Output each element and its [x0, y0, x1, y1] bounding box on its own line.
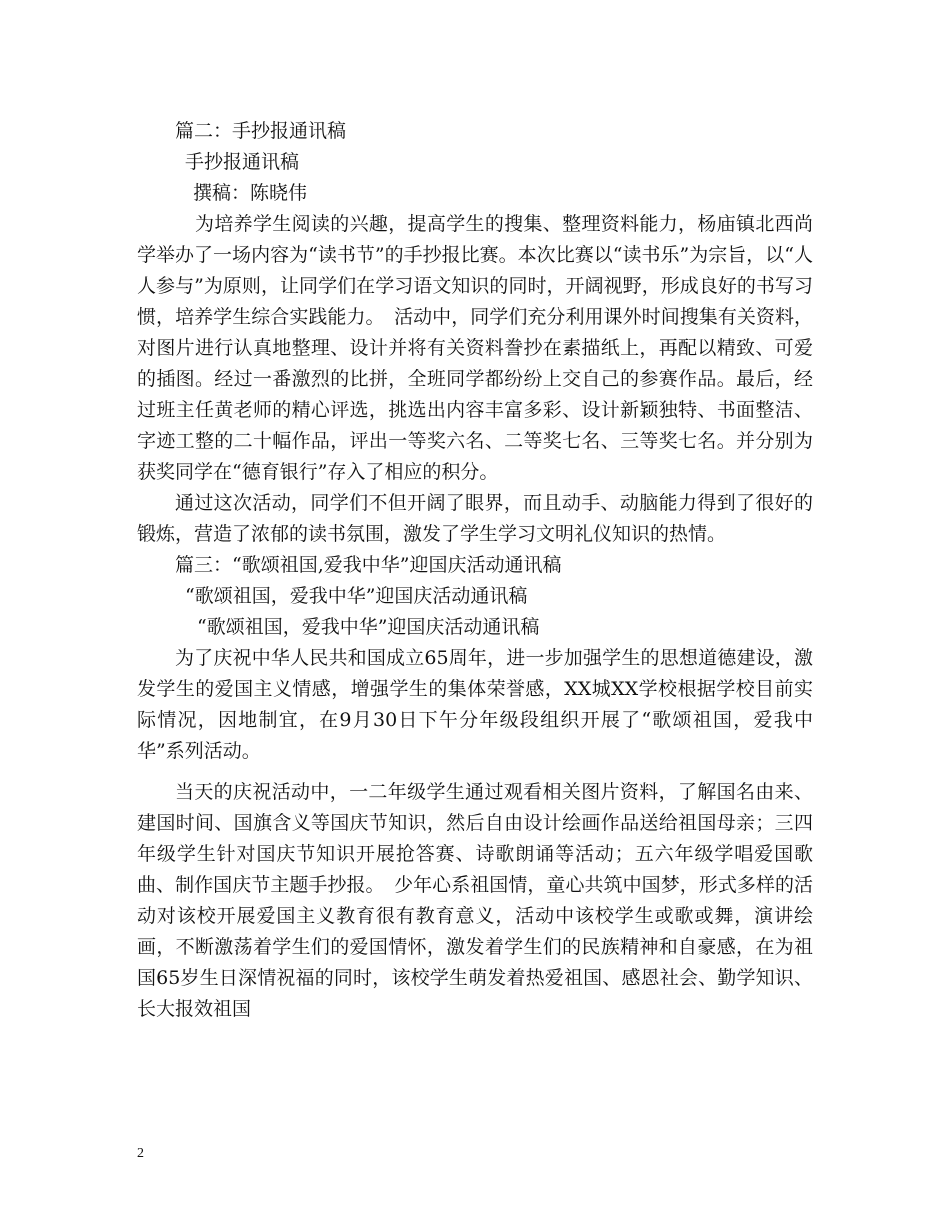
paragraph-3a: 为了庆祝中华人民共和国成立65周年，进一步加强学生的思想道德建设，激发学生的爱国主义情感，增强学生的集体荣誉感，XX城XX学校根据学校目前实际情况，因地制宜，在9月30日下午分年级段组织开展了“歌颂祖国，爱我中华”系列活动。 [137, 647, 813, 762]
paragraph-3b: 当天的庆祝活动中，一二年级学生通过观看相关图片资料，了解国名由来、建国时间、国旗含义等国庆节知识，然后自由设计绘画作品送给祖国母亲；三四年级学生针对国庆节知识开展抢答赛、诗歌朗诵等活动；五六年级学唱爱国歌曲、制作国庆节主题手抄报。 少年心系祖国情，童心共筑中国梦，形式多样的活动对该校开展爱国主义教育很有教育意义，活动中该校学生或歌或舞，演讲绘画，不断激荡着学生们的爱国情怀，激发着学生们的民族精神和自豪感，在为祖国65岁生日深情祝福的同时，该校学生萌发着热爱祖国、感恩社会、勤学知识、长大报效祖国 [137, 781, 813, 1020]
page-number: 2 [137, 1146, 144, 1161]
paragraph-2a: 为培养学生阅读的兴趣，提高学生的搜集、整理资料能力，杨庙镇北西尚学举办了一场内容为“读书节”的手抄报比赛。本次比赛以“读书乐”为宗旨，以“人人参与”为原则，让同学们在学习语文知识的同时，开阔视野，形成良好的书写习惯，培养学生综合实践能力。 活动中，同学们充分利用课外时间搜集有关资料，对图片进行认真地整理、设计并将有关资料誊抄在素描纸上，再配以精致、可爱的插图。经过一番激烈的比拼，全班同学都纷纷上交自己的参赛作品。最后，经过班主任黄老师的精心评选，挑选出内容丰富多彩、设计新颖独特、书面整洁、字迹工整的二十幅作品，评出一等奖六名、二等奖七名、三等奖七名。并分别为获奖同学在“德育银行”存入了相应的积分。 [137, 213, 813, 483]
section-subtitle-2: 手抄报通讯稿 [185, 151, 300, 173]
section-subtitle-3a: “歌颂祖国，爱我中华”迎国庆活动通讯稿 [185, 585, 528, 607]
author-line: 撰稿：陈晓伟 [193, 182, 308, 204]
paragraph-2b: 通过这次活动，同学们不但开阔了眼界，而且动手、动脑能力得到了很好的锻炼，营造了浓郁的读书氛围，激发了学生学习文明礼仪知识的热情。 [137, 492, 813, 545]
section-heading-2: 篇二：手抄报通讯稿 [175, 120, 347, 142]
paragraph-gap [137, 767, 813, 777]
section-subtitle-3b: “歌颂祖国，爱我中华”迎国庆活动通讯稿 [197, 616, 540, 638]
section-heading-3: 篇三：“歌颂祖国,爱我中华”迎国庆活动通讯稿 [175, 554, 562, 576]
document-body [137, 116, 813, 1025]
